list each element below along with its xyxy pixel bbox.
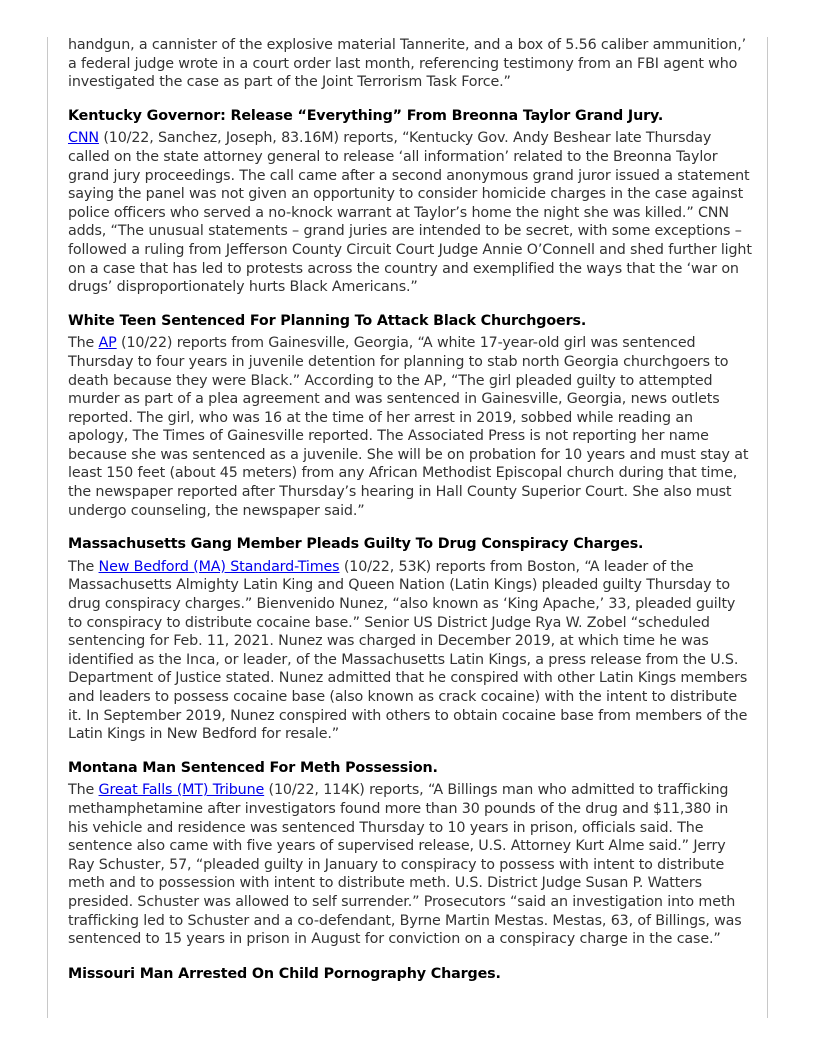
article-prefix: The — [68, 558, 99, 575]
article-body — [68, 558, 752, 744]
article-headline-missouri-man: Missouri Man Arrested On Child Pornography Charges. — [68, 965, 501, 982]
article-body — [68, 334, 752, 520]
article-text: (10/22, Sanchez, Joseph, 83.16M) reports, “Kentucky Gov. Andy Beshear late Thursday called on the state attorney general to release ‘all information’ related to the Breonna Taylor grand jury proceedings. The call came after a second anonymous grand juror issued a statement saying the panel was not given an opportunity to consider homicide charges in the case against police officers who served a no-knock warrant at Taylor’s home the night she was killed.” CNN adds, “The unusual statements – grand juries are intended to be secret, with some exceptions – followed a ruling from Jefferson County Circuit Court Judge Annie O’Connell and shed further light on a case that has led to protests across the country and exemplified the ways that the ‘war on drugs’ disproportionately hurts Black Americans.” — [68, 130, 752, 296]
article-body — [68, 129, 752, 296]
article-body — [68, 781, 752, 948]
newsletter-content — [68, 36, 752, 987]
intro-paragraph: handgun, a cannister of the explosive material Tannerite, and a box of 5.56 caliber ammunition,’ a federal judge wrote in a court order last month, referencing testimony from an FBI agent who investigated the case as part of the Joint Terrorism Task Force.” — [68, 37, 746, 91]
article-massachusetts-gang-member — [68, 535, 752, 744]
article-text: (10/22, 114K) reports, “A Billings man who admitted to trafficking methamphetamine after investigators found more than 30 pounds of the drug and $11,380 in his vehicle and residence was sentenced Thursday to 10 years in prison, officials said. The sentence also came with five years of supervised release, U.S. Attorney Kurt Alme said.” Jerry Ray Schuster, 57, “pleaded guilty in January to conspiracy to possess with intent to distribute meth and to possession with intent to distribute meth. U.S. District Judge Susan P. Watters presided. Schuster was allowed to self surrender.” Prosecutors “said an investigation into meth trafficking led to Schuster and a co-defendant, Byrne Martin Mestas. Mestas, 63, of Billings, was sentenced to 15 years in prison in August for conviction on a conspiracy charge in the case.” — [68, 782, 742, 948]
article-text: (10/22, 53K) reports from Boston, “A leader of the Massachusetts Almighty Latin King and Queen Nation (Latin Kings) pleaded guilty Thursday to drug conspiracy charges.” Bienvenido Nunez, “also known as ‘King Apache,’ 33, pleaded guilty to conspiracy to distribute cocaine base.” Senior US District Judge Rya W. Zobel “scheduled sentencing for Feb. 11, 2021. Nunez was charged in December 2019, at which time he was identified as the Inca, or leader, of the Massachusetts Latin Kings, a press release from the U.S. Department of Justice stated. Nunez admitted that he conspired with other Latin Kings members and leaders to possess cocaine base (also known as crack cocaine) with the intent to distribute it. In September 2019, Nunez conspired with others to obtain cocaine base from members of the Latin Kings in New Bedford for resale.” — [68, 558, 748, 743]
source-link-standard-times[interactable]: New Bedford (MA) Standard-Times — [98, 558, 340, 575]
article-headline: Massachusetts Gang Member Pleads Guilty To Drug Conspiracy Charges. — [68, 536, 644, 553]
source-link-great-falls-tribune[interactable]: Great Falls (MT) Tribune — [98, 782, 265, 799]
article-headline: Montana Man Sentenced For Meth Possession. — [68, 759, 438, 776]
article-headline: White Teen Sentenced For Planning To Attack Black Churchgoers. — [68, 312, 587, 329]
article-prefix: The — [68, 782, 99, 799]
source-link-cnn[interactable]: CNN — [68, 130, 99, 147]
source-link-ap[interactable]: AP — [98, 335, 117, 352]
article-white-teen-sentenced — [68, 312, 752, 521]
article-headline: Kentucky Governor: Release “Everything” From Breonna Taylor Grand Jury. — [68, 107, 664, 124]
article-montana-man — [68, 759, 752, 949]
article-text: (10/22) reports from Gainesville, Georgia, “A white 17-year-old girl was sentenced Thursday to four years in juvenile detention for planning to stab north Georgia churchgoers to death because they were Black.” According to the AP, “The girl pleaded guilty to attempted murder as part of a plea agreement and was sentenced in Gainesville, Georgia, news outlets reported. The girl, who was 16 at the time of her arrest in 2019, sobbed while reading an apology, The Times of Gainesville reported. The Associated Press is not reporting her name because she was sentenced as a juvenile. She will be on probation for 10 years and must stay at least 150 feet (about 45 meters) from any African Methodist Episcopal church during that time, the newspaper reported after Thursday’s hearing in Hall County Superior Court. She also must undergo counseling, the newspaper said.” — [68, 335, 749, 519]
article-kentucky-governor — [68, 107, 752, 297]
article-prefix: The — [68, 335, 99, 352]
